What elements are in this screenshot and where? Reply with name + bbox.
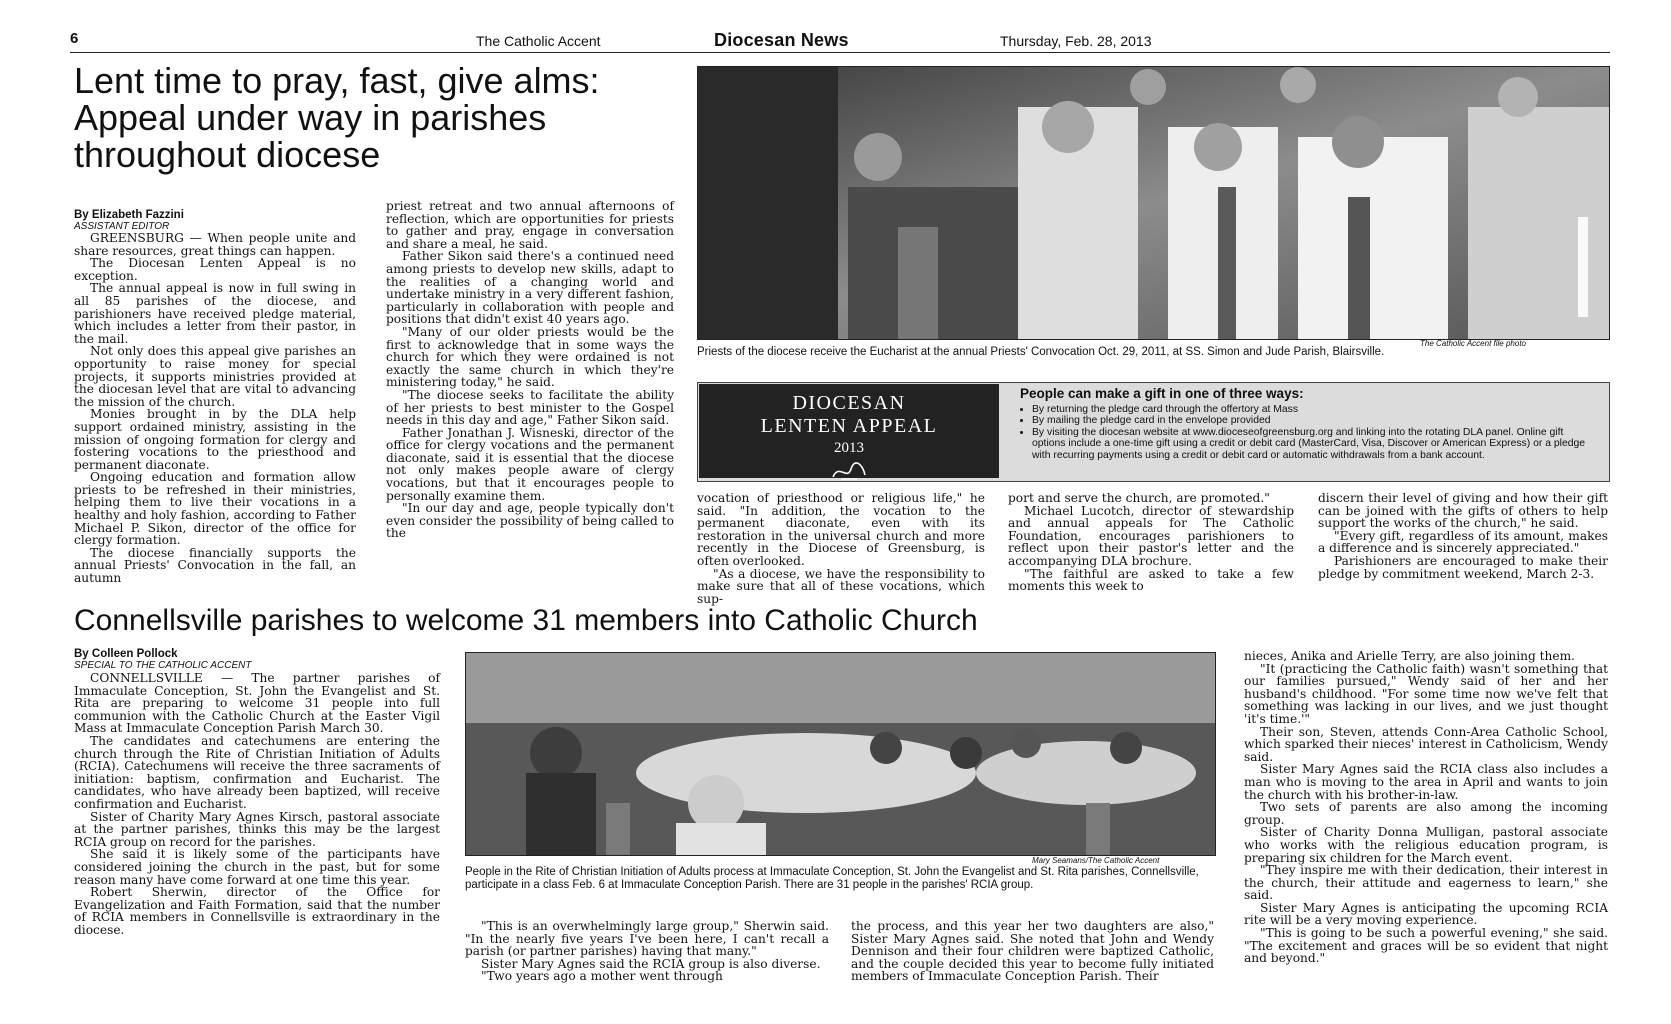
dla-logo-year: 2013 [834, 440, 864, 456]
story1-byline: By Elizabeth Fazzini [74, 209, 184, 221]
dla-logo [699, 384, 999, 478]
paragraph: CONNELLSVILLE — The partner parishes of Immaculate Conception, St. John the Evangelist and St. Rita are preparing to welcome 31 people into full communion with the Catholic Church at the Easter Vigil Mass at Immaculate Conception Parish March 30. [74, 671, 440, 736]
paragraph: Ongoing education and formation allow priests to be refreshed in their ministries, helping them to live their vocations in a healthy and holy fashion, according to Father Michael P. Sikon, director of the office for clergy formation. [74, 470, 356, 548]
paragraph: discern their level of giving and how their gift can be joined with the gifts of others to help support the works of the church," he said. [1318, 491, 1608, 531]
story2-byline: By Colleen Pollock [74, 648, 178, 660]
paragraph: "Every gift, regardless of its amount, makes a difference and is sincerely appreciated." [1318, 528, 1608, 556]
ways-list-item: • By returning the pledge card through the offertory at Mass [1032, 404, 1590, 415]
paragraph: "Many of our older priests would be the first to acknowledge that in some ways the church for which they were ordained is not exactly the same church in which they're ministering today," he said. [386, 324, 674, 390]
ways-heading: People can make a gift in one of three ways: [1020, 386, 1304, 401]
paragraph: Sister Mary Agnes is anticipating the upcoming RCIA rite will be a very moving experience. [1244, 900, 1608, 928]
story1-column-4 [1008, 492, 1294, 596]
paragraph: "This is an overwhelmingly large group," Sherwin said. "In the nearly five years I've been here, I can't recall a parish (or partner parishes) having that many." [465, 919, 829, 959]
issue-date: Thursday, Feb. 28, 2013 [1000, 33, 1152, 49]
dla-emblem-icon [829, 459, 869, 485]
paragraph: "Two years ago a mother went through [481, 969, 723, 984]
story1-column-2 [386, 200, 674, 596]
photo-caption: Priests of the diocese receive the Eucharist at the annual Priests' Convocation Oct. 29, 2011, at SS. Simon and Jude Parish, Blairsville. [697, 346, 1385, 358]
paragraph: Father Sikon said there's a continued need among priests to develop new skills, adapt to the realities of a changing world and undertake ministry in a very different fashion, particularly in collaboration with people and positions that didn't exist 40 years ago. [386, 249, 674, 327]
convocation-photo-illustration [698, 67, 1609, 339]
photo-credit: The Catholic Accent file photo [1420, 339, 1526, 348]
ways-list [1020, 404, 1590, 461]
paragraph: Robert Sherwin, director of the Office for Evangelization and Faith Formation, said that the number of RCIA members in Connellsville is extraordinary in the diocese. [74, 885, 440, 937]
ways-list-item: • By mailing the pledge card in the envelope provided [1032, 415, 1590, 426]
paragraph: priest retreat and two annual afternoons of reflection, which are opportunities for priests to gather and pray, engage in conversation and share a meal, he said. [386, 199, 674, 251]
rcia-class-photo-illustration [466, 653, 1215, 855]
paragraph: "This is going to be such a powerful evening," she said. "The excitement and graces will be so evident that night and beyond." [1244, 926, 1608, 966]
paragraph: "The faithful are asked to take a few moments this week to [1008, 566, 1294, 594]
paragraph: Sister Mary Agnes said the RCIA group is also diverse. [481, 956, 821, 971]
paragraph: Not only does this appeal give parishes an opportunity to raise money for special projects, it supports ministries provided at the diocesan level that are vital to advancing the mission of the church. [74, 344, 356, 409]
paragraph: nieces, Anika and Arielle Terry, are also joining them. [1244, 649, 1576, 663]
story2-column-3 [851, 920, 1214, 1002]
section-title: Diocesan News [714, 30, 849, 50]
story1-column-1 [74, 232, 356, 594]
paragraph: Father Jonathan J. Wisneski, director of the office for clergy vocations and the permanent diaconate, said it is essential that the diocese not only makes people aware of clergy vocations, but that it encourages people to personally examine them. [386, 425, 674, 503]
paragraph: GREENSBURG — When people unite and share resources, great things can happen. [74, 231, 356, 258]
publication-name: The Catholic Accent [476, 33, 601, 49]
story2-column-1 [74, 672, 440, 1002]
paragraph: Sister of Charity Donna Mulligan, pastoral associate who works with the religious education program, is preparing six children for the March event. [1244, 825, 1608, 865]
dla-logo-line2: LENTEN APPEAL [760, 415, 938, 437]
story1-byline-title: ASSISTANT EDITOR [74, 221, 170, 232]
photo-credit: Mary Seamans/The Catholic Accent [1032, 856, 1160, 865]
paragraph: "It (practicing the Catholic faith) wasn't something that our families pursued," Wendy said of her and her husband's childhood. "For some time now we've felt that something was lacking in our lives, and we just thought 'it's time.'" [1244, 661, 1608, 726]
story2-column-4 [1244, 650, 1608, 1002]
paragraph: port and serve the church, are promoted." [1008, 491, 1270, 505]
story2-headline: Connellsville parishes to welcome 31 members into Catholic Church [74, 604, 978, 637]
paragraph: The diocese financially supports the annual Priests' Convocation in the fall, an autumn [74, 545, 356, 586]
convocation-photo [697, 66, 1610, 340]
paragraph: Monies brought in by the DLA help support ordained ministry, assisting in the mission of ongoing formation for clergy and fostering vocations to the priesthood and permanent diaconate. [74, 407, 356, 472]
paragraph: "As a diocese, we have the responsibility to make sure that all of these vocations, which sup- [697, 566, 985, 606]
paragraph: Their son, Steven, attends Conn-Area Catholic School, which sparked their nieces' interest in Catholicism, Wendy said. [1244, 724, 1608, 764]
photo-caption: People in the Rite of Christian Initiation of Adults process at Immaculate Conception, St. John the Evangelist and St. Rita parishes, Connellsville, participate in a class Feb. 6 at Immaculate Conception Parish. There are 31 people in the parishes' RCIA group. [465, 866, 1199, 891]
paragraph: "The diocese seeks to facilitate the ability of her priests to best minister to the Gospel needs in this day and age," Father Sikon said. [386, 387, 674, 428]
dla-logo-line1: DIOCESAN [792, 392, 906, 414]
paragraph: The Diocesan Lenten Appeal is no exception. [74, 256, 356, 283]
paragraph: "They inspire me with their dedication, their interest in the church, their attitude and eagerness to learn," she said. [1244, 863, 1608, 903]
paragraph: vocation of priesthood or religious life," he said. "In addition, the vocation to the permanent diaconate, even with its restoration in the universal church and more recently in the Diocese of Greensburg, is often overlooked. [697, 491, 985, 568]
story2-column-2 [465, 920, 829, 1002]
story1-headline: Lent time to pray, fast, give alms: Appeal under way in parishes throughout diocese [74, 60, 600, 176]
paragraph: Sister of Charity Mary Agnes Kirsch, pastoral associate at the partner parishes, thinks this may be the largest RCIA group on record for the parishes. [74, 809, 440, 849]
paragraph: The candidates and catechumens are entering the church through the Rite of Christian Initiation of Adults (RCIA). Catechumens will receive the three sacraments of initiation: baptism, confirmation and Eucharist. The candidates, who have already been baptized, will receive confirmation and Eucharist. [74, 733, 440, 811]
paragraph: Two sets of parents are also among the incoming group. [1244, 800, 1608, 827]
ways-list-item: • By visiting the diocesan website at www.dioceseofgreensburg.org and linking into the rotating DLA panel. Online gift options include a one-time gift using a credit or debit card (MasterCard, Visa, Discover or American Express) or a pledge with recurring payments using a credit or debit card or automatic withdrawals from a bank account. [1032, 427, 1590, 461]
story2-byline-title: SPECIAL TO THE CATHOLIC ACCENT [74, 660, 252, 671]
paragraph: Parishioners are encouraged to make their pledge by commitment weekend, March 2-3. [1318, 553, 1608, 581]
rcia-class-photo [465, 652, 1216, 856]
paragraph: The annual appeal is now in full swing in all 85 parishes of the diocese, and parishioners have received pledge material, which includes a letter from their pastor, in the mail. [74, 281, 356, 346]
paragraph: the process, and this year her two daughters are also," Sister Mary Agnes said. She noted that John and Wendy Dennison and their four children were baptized Catholic, and the couple decided this year to become fully initiated members of Immaculate Conception Parish. Their [851, 919, 1214, 984]
paragraph: Sister Mary Agnes said the RCIA class also includes a man who is moving to the area in April and wants to join the church with his brother-in-law. [1244, 762, 1608, 802]
story1-column-3 [697, 491, 985, 606]
paragraph: She said it is likely some of the participants have considered joining the church in the past, but for some reason many have come forward at one time this year. [74, 847, 440, 887]
paragraph: "In our day and age, people typically don't even consider the possibility of being called to the [386, 501, 674, 541]
story1-column-5 [1318, 492, 1608, 596]
page-number: 6 [70, 30, 79, 47]
paragraph: Michael Lucotch, director of stewardship and annual appeals for The Catholic Foundation, encourages parishioners to reflect upon their pastor's letter and the accompanying DLA brochure. [1008, 503, 1294, 568]
